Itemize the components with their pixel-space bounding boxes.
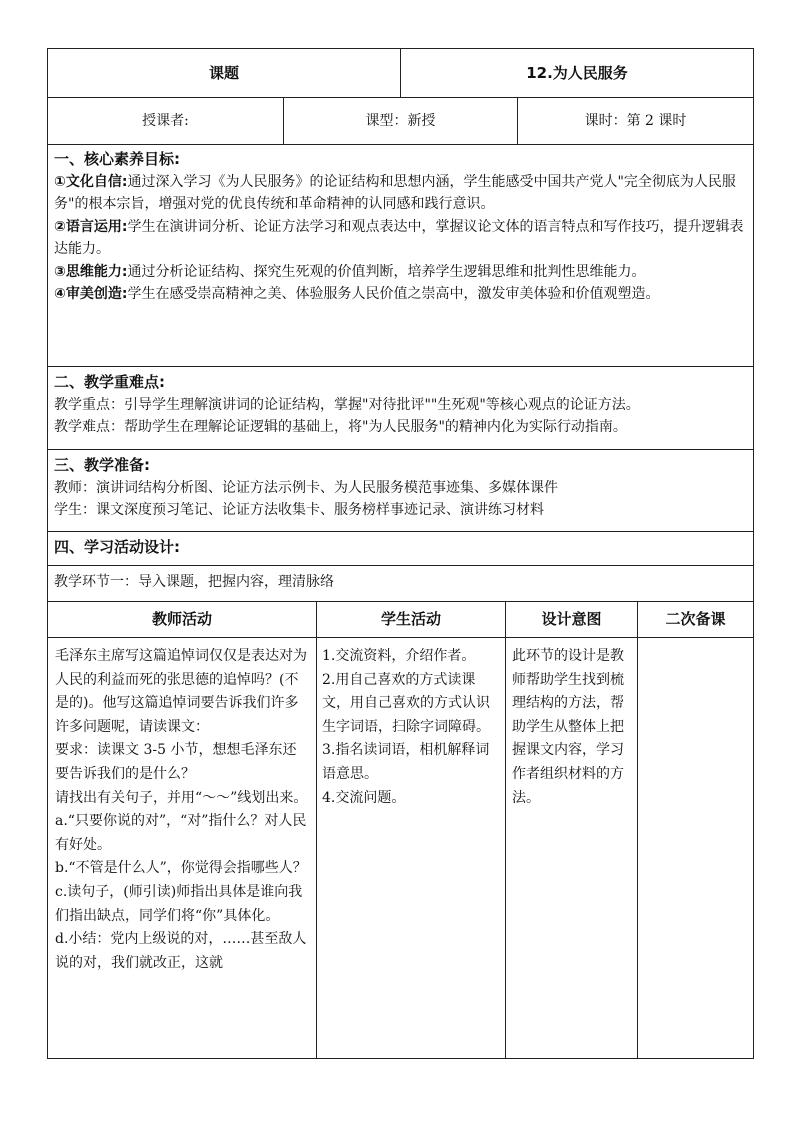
student-step: 3.指名读词语，相机解释词语意思。 bbox=[322, 742, 490, 782]
teacher-activity bbox=[55, 645, 310, 975]
student-activity bbox=[322, 645, 499, 810]
goal-item bbox=[54, 171, 748, 216]
goal-text: 通过深入学习《为人民服务》的论证结构和思想内涵，学生能感受中国共产党人"完全彻底为人民服务"的根本宗旨，增强对党的优良传统和革命精神的认同感和践行意识。 bbox=[54, 173, 736, 212]
activity-segment: 教学环节一：导入课题，把握内容，理清脉络 bbox=[54, 574, 334, 590]
student-step: 4.交流问题。 bbox=[322, 789, 406, 806]
col-header-revision: 二次备课 bbox=[665, 610, 726, 629]
student-step: 2.用自己喜欢的方式读课文，用自己喜欢的方式认识生字词语，扫除字词障碍。 bbox=[322, 671, 490, 735]
lesson-hours: 课时：第 2 课时 bbox=[584, 112, 687, 129]
teacher-paragraph: 要求：读课文 3-5 小节，想想毛泽东还要告诉我们的是什么？ bbox=[55, 742, 297, 782]
keypoint-focus: 教学重点：引导学生理解演讲词的论证结构，掌握"对待批评""生死观"等核心观点的论证方法。 bbox=[54, 396, 640, 413]
teacher-paragraph: a.“只要你说的对”，“对”指什么？对人民有好处。 bbox=[55, 813, 307, 853]
keypoints-section bbox=[54, 371, 748, 439]
col-header-student: 学生活动 bbox=[380, 610, 441, 629]
col-header-intent: 设计意图 bbox=[541, 610, 602, 629]
goals-title: 一、核心素养目标: bbox=[54, 150, 180, 168]
goal-label: ①文化自信: bbox=[54, 173, 128, 190]
goal-label: ②语言运用: bbox=[54, 218, 128, 235]
keypoints-title: 二、教学重难点: bbox=[54, 373, 165, 391]
teacher-paragraph: b.“不管是什么人”，你觉得会指哪些人？ bbox=[55, 860, 307, 877]
goal-label: ③思维能力: bbox=[54, 263, 128, 280]
keypoint-difficulty: 教学难点：帮助学生在理解论证逻辑的基础上，将"为人民服务"的精神内化为实际行动指南。 bbox=[54, 419, 627, 435]
teacher-paragraph: c.读句子，(师引读)师指出具体是谁向我们指出缺点，同学们将“你”具体化。 bbox=[55, 883, 303, 924]
goal-label: ④审美创造: bbox=[54, 286, 128, 302]
topic-value: 12.为人民服务 bbox=[526, 63, 628, 82]
prep-student: 学生：课文深度预习笔记、论证方法收集卡、服务榜样事迹记录、演讲练习材料 bbox=[54, 502, 544, 518]
student-step: 1.交流资料，介绍作者。 bbox=[322, 648, 476, 664]
col-header-teacher: 教师活动 bbox=[151, 610, 212, 629]
prep-section bbox=[54, 454, 748, 522]
goal-text: 学生在演讲词分析、论证方法学习和观点表达中，掌握议论文体的语言特点和写作技巧，提升逻辑表达能力。 bbox=[54, 218, 744, 257]
lesson-type: 课型：新授 bbox=[365, 112, 436, 129]
prep-title: 三、教学准备: bbox=[54, 456, 150, 474]
activity-title: 四、学习活动设计: bbox=[54, 538, 180, 556]
goal-item bbox=[54, 261, 748, 284]
activity-section bbox=[54, 536, 748, 559]
topic-label: 课题 bbox=[208, 63, 239, 82]
goal-item bbox=[54, 283, 748, 306]
teacher-paragraph: 请找出有关句子，并用“～～”线划出来。 bbox=[55, 789, 308, 806]
prep-teacher: 教师：演讲词结构分析图、论证方法示例卡、为人民服务模范事迹集、多媒体课件 bbox=[54, 479, 558, 496]
teacher-paragraph: 毛泽东主席写这篇追悼词仅仅是表达对为人民的利益而死的张思德的追悼吗？(不是的)。他写这篇追悼词要告诉我们许多许多问题呢，请读课文： bbox=[55, 648, 307, 735]
goal-item bbox=[54, 216, 748, 261]
goal-text: 学生在感受崇高精神之美、体验服务人民价值之崇高中，激发审美体验和价值观塑造。 bbox=[127, 286, 660, 302]
goals-section bbox=[54, 148, 748, 306]
goal-text: 通过分析论证结构、探究生死观的价值判断，培养学生逻辑思维和批判性思维能力。 bbox=[127, 263, 646, 280]
teacher-label: 授课者: bbox=[142, 112, 189, 129]
teacher-paragraph: d.小结：党内上级说的对，……甚至敌人说的对，我们就改正，这就 bbox=[55, 931, 307, 971]
design-intent: 此环节的设计是教师帮助学生找到梳理结构的方法，帮助学生从整体上把握课文内容，学习作者组织材料的方法。 bbox=[512, 648, 624, 806]
